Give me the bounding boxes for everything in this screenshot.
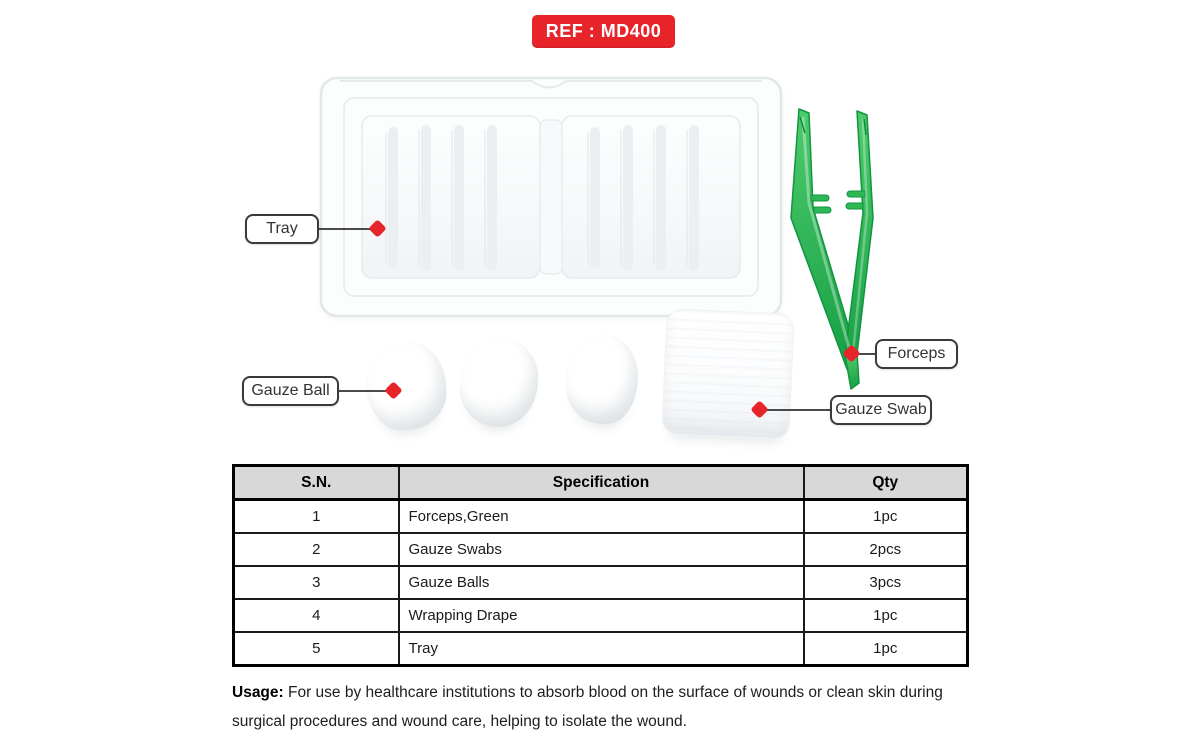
cell-sn: 4 — [234, 599, 399, 632]
header-sn: S.N. — [234, 466, 399, 500]
gauze-swab-callout-text: Gauze Swab — [835, 401, 927, 418]
cell-sn: 1 — [234, 500, 399, 534]
forceps-image — [779, 103, 879, 391]
usage-note — [232, 679, 1000, 736]
ref-badge-label: REF : MD400 — [545, 21, 662, 41]
table-header-row — [234, 466, 968, 500]
gauze-swab-callout-line — [762, 409, 832, 411]
gauze-swab-image — [661, 308, 794, 439]
cell-sn: 3 — [234, 566, 399, 599]
cell-spec: Gauze Swabs — [399, 533, 804, 566]
tray-image — [318, 72, 793, 322]
gauze-ball-image-3 — [566, 334, 638, 424]
gauze-ball-image-2 — [458, 335, 541, 429]
cell-qty: 3pcs — [804, 566, 968, 599]
gauze-swab-callout-label — [830, 395, 932, 425]
header-qty: Qty — [804, 466, 968, 500]
gauze-ball-callout-text: Gauze Ball — [251, 382, 330, 399]
gauze-ball-callout-line — [337, 390, 391, 392]
tray-callout-label — [245, 214, 319, 244]
cell-qty: 2pcs — [804, 533, 968, 566]
cell-sn: 5 — [234, 632, 399, 666]
cell-spec: Wrapping Drape — [399, 599, 804, 632]
table-row — [234, 500, 968, 534]
gauze-ball-image-1 — [363, 339, 449, 432]
table-row — [234, 566, 968, 599]
table-row — [234, 632, 968, 666]
table-row — [234, 533, 968, 566]
table-row — [234, 599, 968, 632]
specification-table — [232, 464, 969, 667]
cell-spec: Forceps,Green — [399, 500, 804, 534]
ref-badge — [532, 15, 675, 48]
cell-sn: 2 — [234, 533, 399, 566]
forceps-callout-text: Forceps — [887, 345, 946, 362]
tray-callout-text: Tray — [266, 220, 298, 237]
cell-qty: 1pc — [804, 632, 968, 666]
cell-qty: 1pc — [804, 599, 968, 632]
cell-qty: 1pc — [804, 500, 968, 534]
header-specification: Specification — [399, 466, 804, 500]
forceps-callout-label — [875, 339, 958, 369]
cell-spec: Tray — [399, 632, 804, 666]
tray-callout-line — [317, 228, 373, 230]
usage-label: Usage: — [232, 684, 284, 701]
gauze-ball-callout-label — [242, 376, 339, 406]
cell-spec: Gauze Balls — [399, 566, 804, 599]
usage-text: For use by healthcare institutions to absorb blood on the surface of wounds or clean skin during surgical procedures and wound care, helping to isolate the wound. — [232, 684, 943, 730]
